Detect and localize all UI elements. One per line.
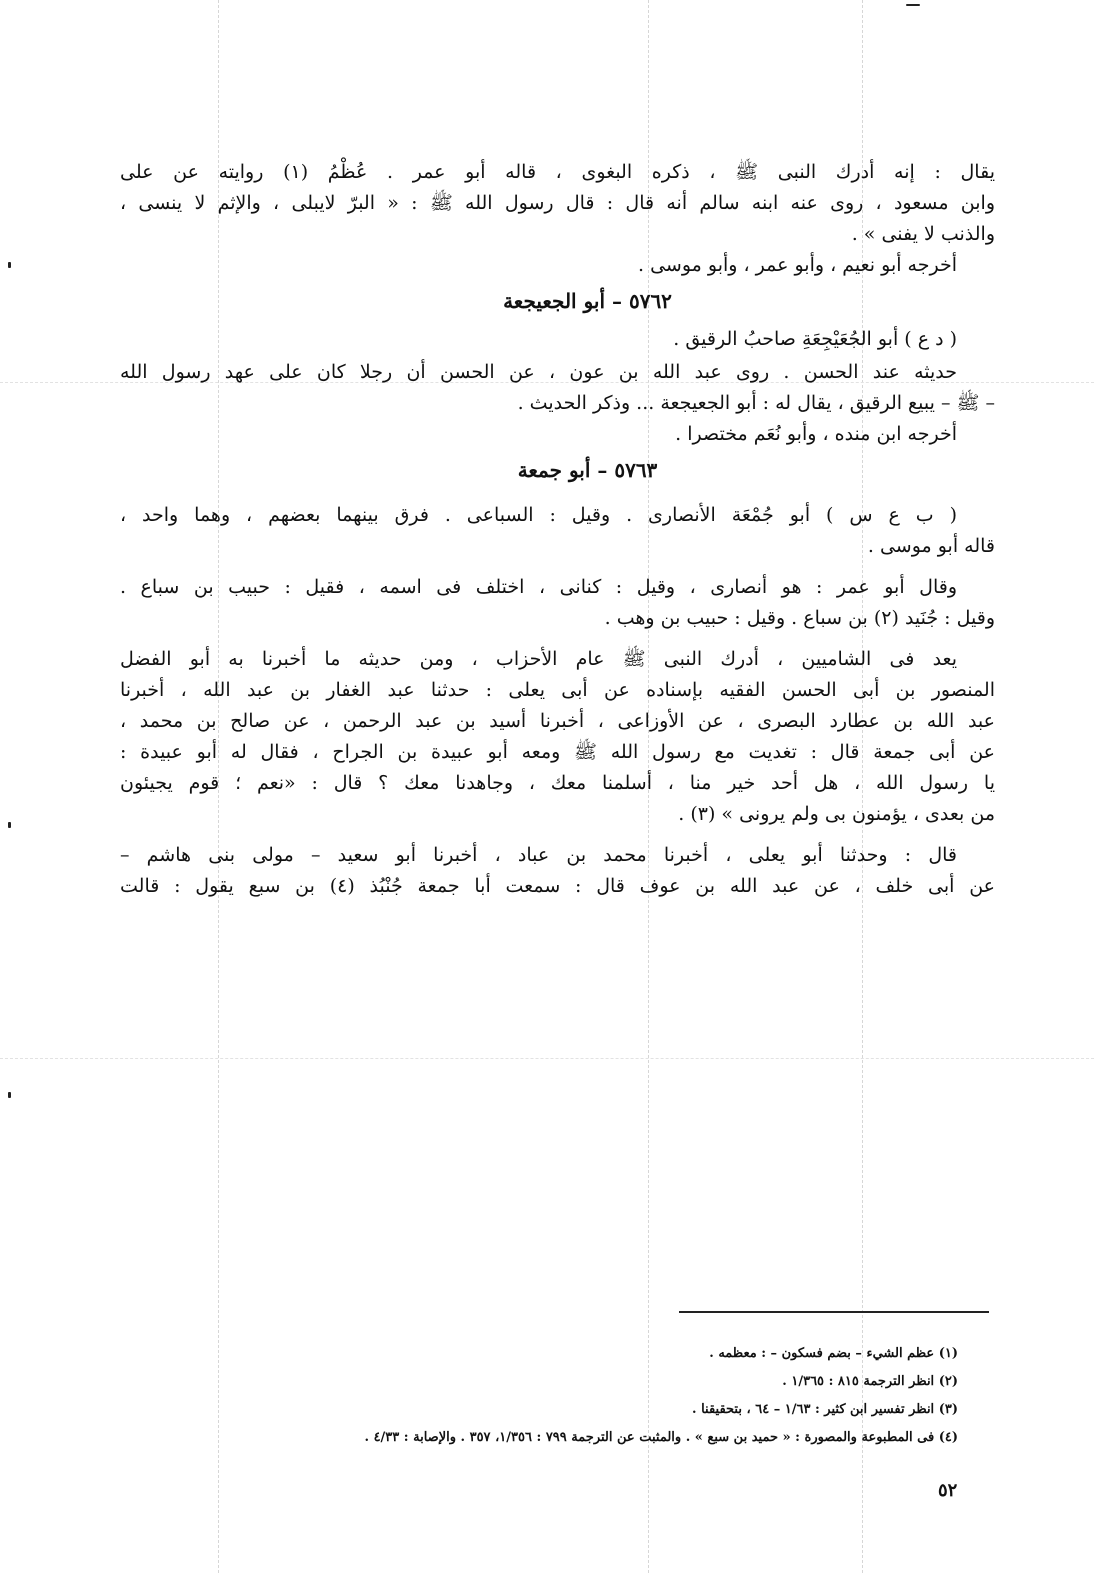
text-line: عن أبى خلف ، عن عبد الله بن عوف قال : سمعت أبا جمعة جُنْبُذ (٤) بن سبع يقول : قالت: [120, 875, 995, 897]
scan-speck: [906, 4, 920, 6]
entry-header-line: ( ب ع س ) أبو جُمْعَة الأنصارى . وقيل : السباعى . فرق بينهما بعضهم ، وهما واحد ،: [120, 504, 957, 526]
entry-heading: ٥٧٦٢ – أبو الجعيجعة: [503, 289, 672, 313]
text-line: أخرجه ابن منده ، وأبو نُعَم مختصرا .: [675, 423, 957, 445]
text-line: يقال : إنه أدرك النبى ﷺ ، ذكره البغوى ، قاله أبو عمر . عُظْمُ (١) روايته عن على: [120, 161, 995, 183]
text-line: وقال أبو عمر : هو أنصارى ، وقيل : كنانى ، اختلف فى اسمه ، فقيل : حبيب بن سباع .: [120, 576, 957, 598]
page-number: ٥٢: [938, 1480, 958, 1501]
entry-heading: ٥٧٦٣ – أبو جمعة: [517, 458, 658, 482]
scan-speck: [8, 262, 11, 268]
footnote: (٢) انظر الترجمة ٨١٥ : ١/٣٦٥ .: [782, 1374, 958, 1389]
text-line: يعد فى الشاميين ، أدرك النبى ﷺ عام الأحزاب ، ومن حديثه ما أخبرنا به أبو الفضل: [120, 648, 957, 670]
footnote: (٤) فى المطبوعة والمصورة : « حميد بن سبع » . والمثبت عن الترجمة ٧٩٩ : ١/٣٥٦، ٣٥٧ . والإصابة : ٤/٣٣ .: [364, 1430, 958, 1445]
text-line: المنصور بن أبى الحسن الفقيه بإسناده عن أبى يعلى : حدثنا عبد الغفار بن عبد الله ، أخبرنا: [120, 679, 995, 701]
text-line: وقيل : جُنَيد (٢) بن سباع . وقيل : حبيب بن وهب .: [604, 607, 995, 629]
text-line: من بعدى ، يؤمنون بى ولم يرونى » (٣) .: [678, 803, 995, 825]
fold-guide-line: [0, 1058, 1094, 1059]
text-line: – ﷺ – يبيع الرقيق ، يقال له : أبو الجعيجعة ... وذكر الحديث .: [517, 392, 995, 414]
entry-header-line: ( د ع ) أبو الجُعَيْجِعَةِ صاحبُ الرقيق .: [673, 328, 957, 350]
text-line: عن أبى جمعة قال : تغديت مع رسول الله ﷺ ومعه أبو عبيدة بن الجراح ، فقال له أبو عبيدة :: [120, 741, 995, 763]
footnote-separator: [679, 1311, 989, 1313]
text-line: أخرجه أبو نعيم ، وأبو عمر ، وأبو موسى .: [638, 254, 957, 276]
scan-speck: [8, 822, 11, 828]
footnote: (١) عظم الشيء – بضم فسكون – : معظمه .: [709, 1346, 958, 1361]
text-line: والذنب لا يفنى » .: [851, 223, 995, 245]
footnotes: [100, 1340, 990, 1452]
text-line: قاله أبو موسى .: [867, 535, 995, 557]
text-line: يا رسول الله ، هل أحد خير منا ، أسلمنا معك ، وجاهدنا معك ؟ قال : «نعم ؛ قوم يجيئون: [120, 772, 995, 794]
text-line: حديثه عند الحسن . روى عبد الله بن عون ، عن الحسن أن رجلا كان على عهد رسول الله: [120, 361, 957, 383]
text-line: قال : وحدثنا أبو يعلى ، أخبرنا محمد بن عباد ، أخبرنا أبو سعيد – مولى بنى هاشم –: [120, 844, 957, 866]
text-line: عبد الله بن عطارد البصرى ، عن الأوزاعى ، أخبرنا أسيد بن عبد الرحمن ، عن صالح بن محمد ،: [120, 710, 995, 732]
text-line: وابن مسعود ، روى عنه ابنه سالم أنه قال : قال رسول الله ﷺ : « البرّ لايبلى ، والإثم لا ينسى ،: [120, 192, 995, 214]
scan-speck: [8, 1092, 11, 1098]
main-text: [120, 157, 995, 902]
footnote: (٣) انظر تفسير ابن كثير : ١/٦٣ – ٦٤ ، بتحقيقنا .: [692, 1402, 958, 1417]
